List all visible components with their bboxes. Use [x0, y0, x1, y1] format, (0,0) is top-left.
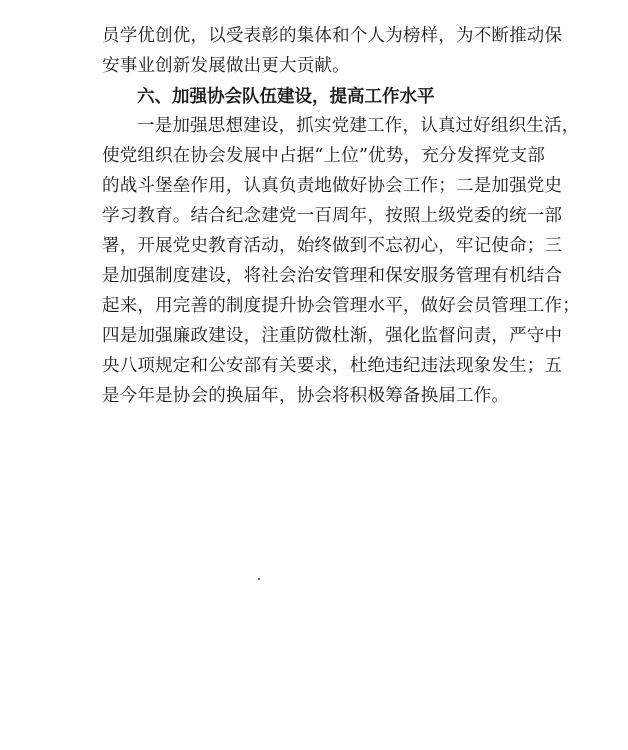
paragraph-line: 使党组织在协会发展中占据“上位”优势，充分发挥党支部 — [102, 146, 546, 166]
section-heading: 六、加强协会队伍建设，提高工作水平 — [137, 87, 435, 107]
paragraph-line: 学习教育。结合纪念建党一百周年，按照上级党委的统一部 — [102, 206, 563, 226]
scan-speck — [258, 578, 260, 580]
section-six-paragraph — [102, 111, 580, 411]
paragraph-line: 安事业创新发展做出更大贡献。 — [102, 56, 350, 76]
paragraph-line: 一是加强思想建设，抓实党建工作，认真过好组织生活， — [137, 116, 580, 136]
paragraph-line: 署，开展党史教育活动，始终做到不忘初心，牢记使命；三 — [102, 236, 563, 256]
paragraph-line: 四是加强廉政建设，注重防微杜渐，强化监督问责，严守中 — [102, 326, 563, 346]
paragraph-line: 的战斗堡垒作用，认真负责地做好协会工作；二是加强党史 — [102, 176, 563, 196]
paragraph-line: 央八项规定和公安部有关要求，杜绝违纪违法现象发生；五 — [102, 356, 563, 376]
continuation-paragraph — [102, 21, 563, 81]
paragraph-line: 是今年是协会的换届年，协会将积极筹备换届工作。 — [102, 386, 510, 406]
paragraph-line: 员学优创优，以受表彰的集体和个人为榜样，为不断推动保 — [102, 26, 563, 46]
paragraph-line: 是加强制度建设，将社会治安管理和保安服务管理有机结合 — [102, 266, 563, 286]
paragraph-line: 起来，用完善的制度提升协会管理水平，做好会员管理工作； — [102, 296, 580, 316]
